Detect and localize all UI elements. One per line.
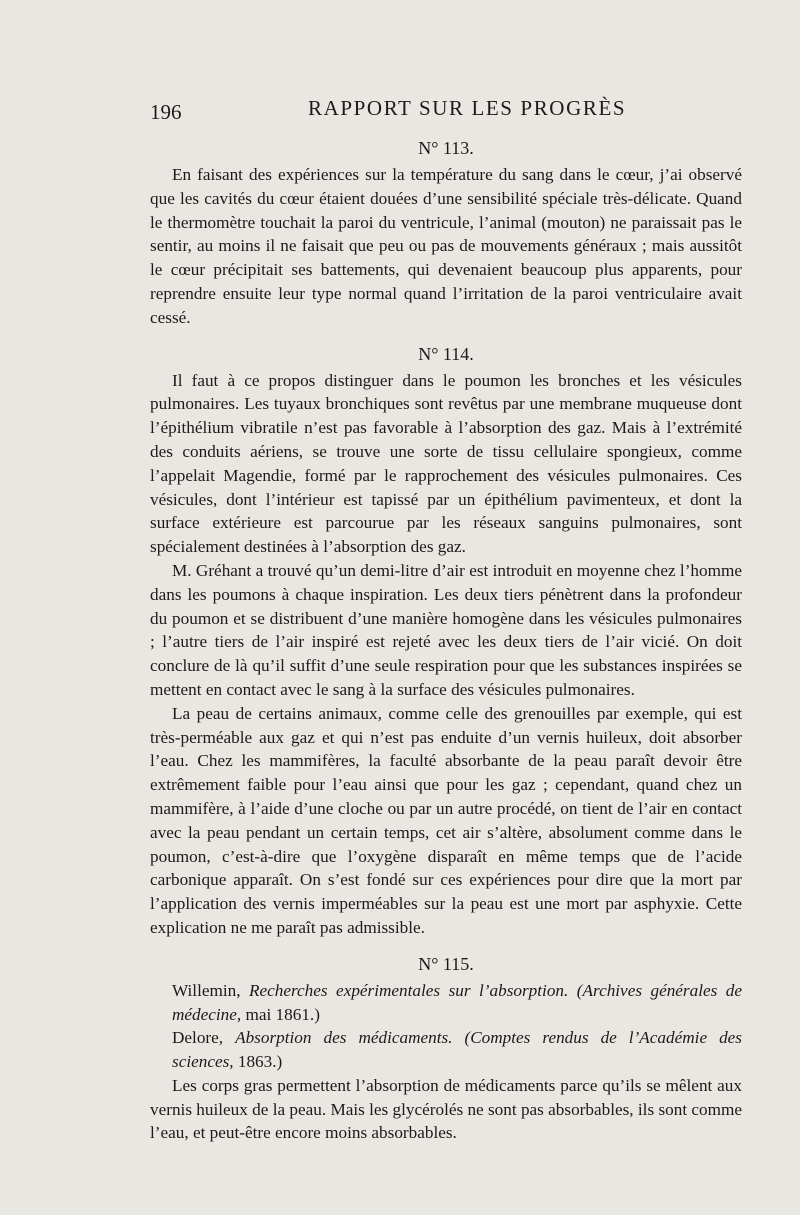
paragraph: La peau de certains animaux, comme celle des grenouilles par exemple, qui est très-perméable aux gaz et qui n’est pas enduite d’un vernis huileux, doit absorber l’eau. Chez les mammifères, la faculté absorbante de la peau paraît devoir être extrêmement faible pour l’eau ainsi que pour les gaz ; cependant, quand chez un mammifère, à l’aide d’une cloche ou par un autre procédé, on tient de l’air en contact avec la peau pendant un certain temps, cet air s’altère, absolument comme dans le poumon, c’est-à-dire que l’oxygène disparaît en même temps que de l’acide carbonique apparaît. On s’est fondé sur ces expériences pour dire que la mort par l’application des vernis imperméables sur la peau est une mort par asphyxie. Cette explication ne me paraît pas admissible. [150,703,742,937]
paragraph: Les corps gras permettent l’absorption de médicaments parce qu’ils se mêlent aux vernis huileux de la peau. Mais les glycérolés ne sont pas absorbables, ils sont comme l’eau, et peut-être encore moins absorbables. [150,1075,742,1143]
bibliographic-reference [150,1026,742,1074]
reference-date: mai 1861.) [241,1004,320,1024]
reference-work: Recherches expérimentales sur l’absorption. (Archives générales de médecine, [172,980,743,1024]
reference-date: 1863.) [233,1052,283,1072]
section-title-114: N° 114. [418,343,474,364]
page-body [150,133,742,1145]
paragraph: Il faut à ce propos distinguer dans le poumon les bronches et les vésicules pulmonaires. Les tuyaux bronchiques sont revêtus par une membrane muqueuse dont l’épithélium vibratile n’est pas favorable à l’absorption des gaz. Mais à l’extrémité des conduits aériens, se trouve une sorte de tissu cellulaire spongieux, comme l’appelait Magendie, formé par le rapprochement des vésicules pulmonaires. Ces vésicules, dont l’intérieur est tapissé par un épithélium pavimenteux, et dont la surface extérieure est parcourue par les réseaux sanguins pulmonaires, sont spécialement destinées à l’absorption des gaz. [150,370,742,557]
paragraph: M. Gréhant a trouvé qu’un demi-litre d’air est introduit en moyenne chez l’homme dans les poumons à chaque inspiration. Les deux tiers pénètrent dans la profondeur du poumon et se distribuent d’une manière homogène dans les vésicules pulmonaires ; l’autre tiers de l’air inspiré est rejeté avec les deux tiers de l’air vicié. On doit conclure de là qu’il suffit d’une seule respiration pour que les substances inspirées se mettent en contact avec le sang à la surface des vésicules pulmonaires. [150,560,742,699]
page-number: 196 [150,100,182,124]
reference-author: Willemin, [172,980,250,1000]
section-title-115: N° 115. [418,953,474,974]
paragraph: En faisant des expériences sur la température du sang dans le cœur, j’ai observé que les cavités du cœur étaient douées d’une sensibilité spéciale très-délicate. Quand le thermomètre touchait la paroi du ventricule, l’animal (mouton) ne paraissait pas le sentir, au moins il ne faisait que peu ou pas de mouvements généraux ; mais aussitôt le cœur précipitait ses battements, qui devenaient beaucoup plus apparents, pour reprendre ensuite leur type normal quand l’irritation de la paroi ventriculaire avait cessé. [150,165,742,327]
section-title-113: N° 113. [418,138,474,158]
reference-work: Absorption des médicaments. (Comptes rendus de l’Académie des sciences, [172,1028,742,1072]
bibliographic-reference [150,979,742,1027]
running-title: RAPPORT SUR LES PROGRÈS [308,96,627,120]
page-header [150,96,740,126]
reference-author: Delore, [172,1028,236,1048]
